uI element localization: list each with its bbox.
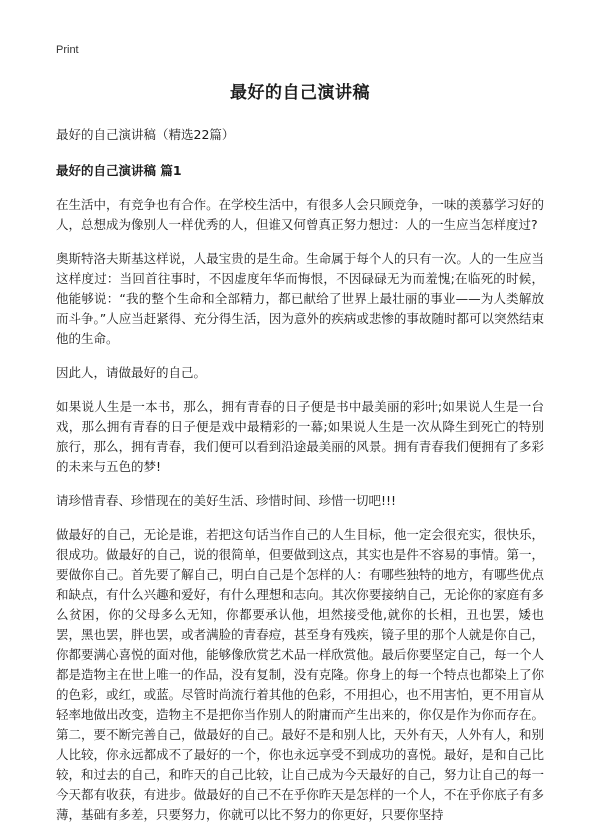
- document-subtitle: 最好的自己演讲稿（精选22篇）: [56, 127, 235, 142]
- page-title: 最好的自己演讲稿: [230, 83, 370, 103]
- print-label[interactable]: Print: [56, 44, 79, 56]
- paragraph-1: 在生活中，有竞争也有合作。在学校生活中，有很多人会只顾竞争，一味的羡慕学习好的人，总想成为像别人一样优秀的人，但谁又何曾真正努力想过：人的一生应当怎样度过?: [56, 197, 544, 232]
- paragraph-2: 奥斯特洛夫斯基这样说，人最宝贵的是生命。生命属于每个人的只有一次。人的一生应当这样度过：当回首往事时，不因虚度年华而悔恨，不因碌碌无为而羞愧;在临死的时候，他能够说：“我的整个生命和全部精力，都已献给了世界上最壮丽的事业——为人类解放而斗争。”人应当赶紧得、充分得生活，因为意外的疾病或悲惨的事故随时都可以突然结束他的生命。: [56, 251, 544, 346]
- paragraph-4: 如果说人生是一本书，那么，拥有青春的日子便是书中最美丽的彩叶;如果说人生是一台戏，那么拥有青春的日子便是戏中最精彩的一幕;如果说人生是一次从降生到死亡的特别旅行，那么，拥有青春，我们便可以看到沿途最美丽的风景。拥有青春我们便拥有了多彩的未来与五色的梦!: [56, 399, 544, 474]
- paragraph-6: 做最好的自己，无论是谁，若把这句话当作自己的人生目标，他一定会很充实，很快乐，很成功。做最好的自己，说的很简单，但要做到这点，其实也是件不容易的事情。第一，要做你自己。首先要了解自己，明白自己是个怎样的人：有哪些独特的地方，有哪些优点和缺点，有什么兴趣和爱好，有什么理想和志向。其次你要接纳自己，无论你的家庭有多么贫困，你的父母多么无知，你都要承认他，坦然接受他,就你的长相，丑也罢，矮也罢，黑也罢，胖也罢，或者满脸的青春痘，甚至身有残疾，镜子里的那个人就是你自己，你都要满心喜悦的面对他，能够像欣赏艺术品一样欣赏他。最后你要坚定自己，每一个人都是造物主在世上唯一的作品，没有复制，没有克隆。你身上的每一个特点也都染上了你的色彩，或红，或蓝。尽管时尚流行着其他的色彩，不用担心，也不用害怕，更不用盲从轻率地做出改变，造物主不是把你当作别人的附庸而产生出来的，你仅是作为你而存在。第二，要不断完善自己，做最好的自己。最好不是和别人比，天外有天，人外有人，和别人比较，你永远都成不了最好的一个，你也永远享受不到成功的喜悦。最好，是和自己比较，和过去的自己，和昨天的自己比较，让自己成为今天最好的自己，努力让自己的每一今天都有收获，有进步。做最好的自己不在乎你昨天是怎样的一个人，不在乎你底子有多薄，基础有多差，只要努力，你就可以比不努力的你更好，只要你坚持: [56, 527, 544, 822]
- paragraph-3: 因此人，请做最好的自己。: [56, 365, 207, 380]
- paragraph-5: 请珍惜青春、珍惜现在的美好生活、珍惜时间、珍惜一切吧!!!: [56, 493, 397, 508]
- section-heading: 最好的自己演讲稿 篇1: [56, 163, 182, 178]
